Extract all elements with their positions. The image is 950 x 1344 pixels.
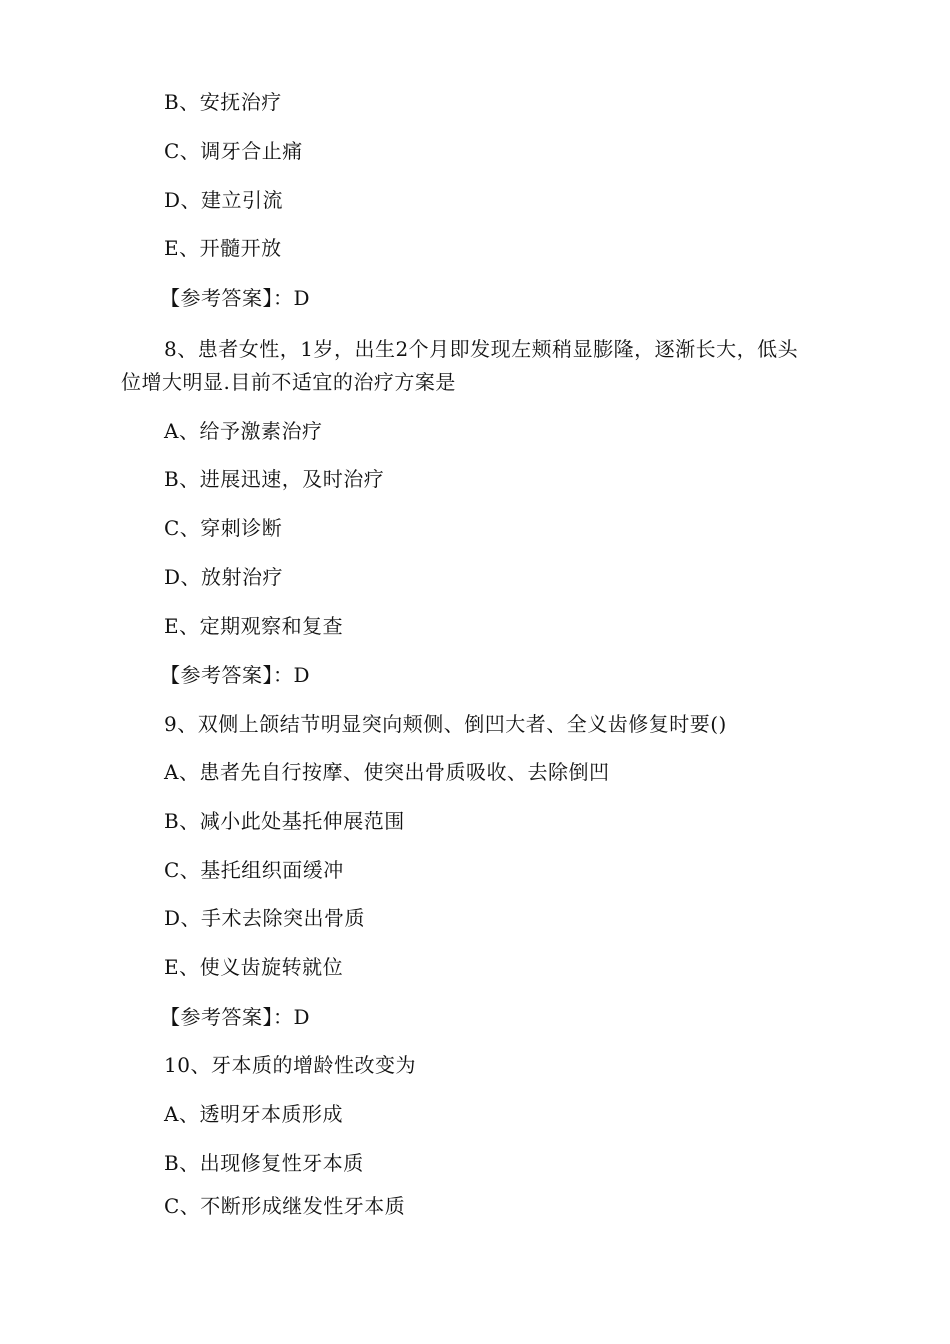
q10-stem: 10、牙本质的增龄性改变为 — [164, 1053, 416, 1077]
q8-stem-line1: 8、患者女性，1岁，出生2个月即发现左颊稍显膨隆，逐渐长大，低头 — [164, 337, 799, 361]
q7-option-c: C、调牙合止痛 — [164, 139, 303, 163]
q8-option-c: C、穿刺诊断 — [164, 516, 283, 540]
q9-option-a: A、患者先自行按摩、使突出骨质吸收、去除倒凹 — [164, 760, 610, 784]
q8-option-e: E、定期观察和复查 — [164, 614, 344, 638]
q7-option-e: E、开髓开放 — [164, 236, 282, 260]
q9-stem: 9、双侧上颌结节明显突向颊侧、倒凹大者、全义齿修复时要() — [164, 712, 727, 736]
q8-answer: 【参考答案】：D — [160, 663, 311, 687]
q7-option-b: B、安抚治疗 — [164, 90, 282, 114]
q9-option-b: B、减小此处基托伸展范围 — [164, 809, 405, 833]
q10-option-a: A、透明牙本质形成 — [164, 1102, 343, 1126]
q10-option-b: B、出现修复性牙本质 — [164, 1151, 364, 1175]
q9-option-d: D、手术去除突出骨质 — [164, 906, 366, 930]
q9-option-e: E、使义齿旋转就位 — [164, 955, 344, 979]
q8-option-b: B、进展迅速，及时治疗 — [164, 467, 385, 491]
q10-option-c: C、不断形成继发性牙本质 — [164, 1194, 406, 1218]
q7-answer: 【参考答案】：D — [160, 286, 311, 310]
q8-option-a: A、给予激素治疗 — [164, 419, 323, 443]
q9-option-c: C、基托组织面缓冲 — [164, 858, 344, 882]
q8-stem-line2: 位增大明显.目前不适宜的治疗方案是 — [121, 370, 456, 394]
q7-option-d: D、建立引流 — [164, 188, 284, 212]
q8-option-d: D、放射治疗 — [164, 565, 284, 589]
q9-answer: 【参考答案】：D — [160, 1005, 311, 1029]
